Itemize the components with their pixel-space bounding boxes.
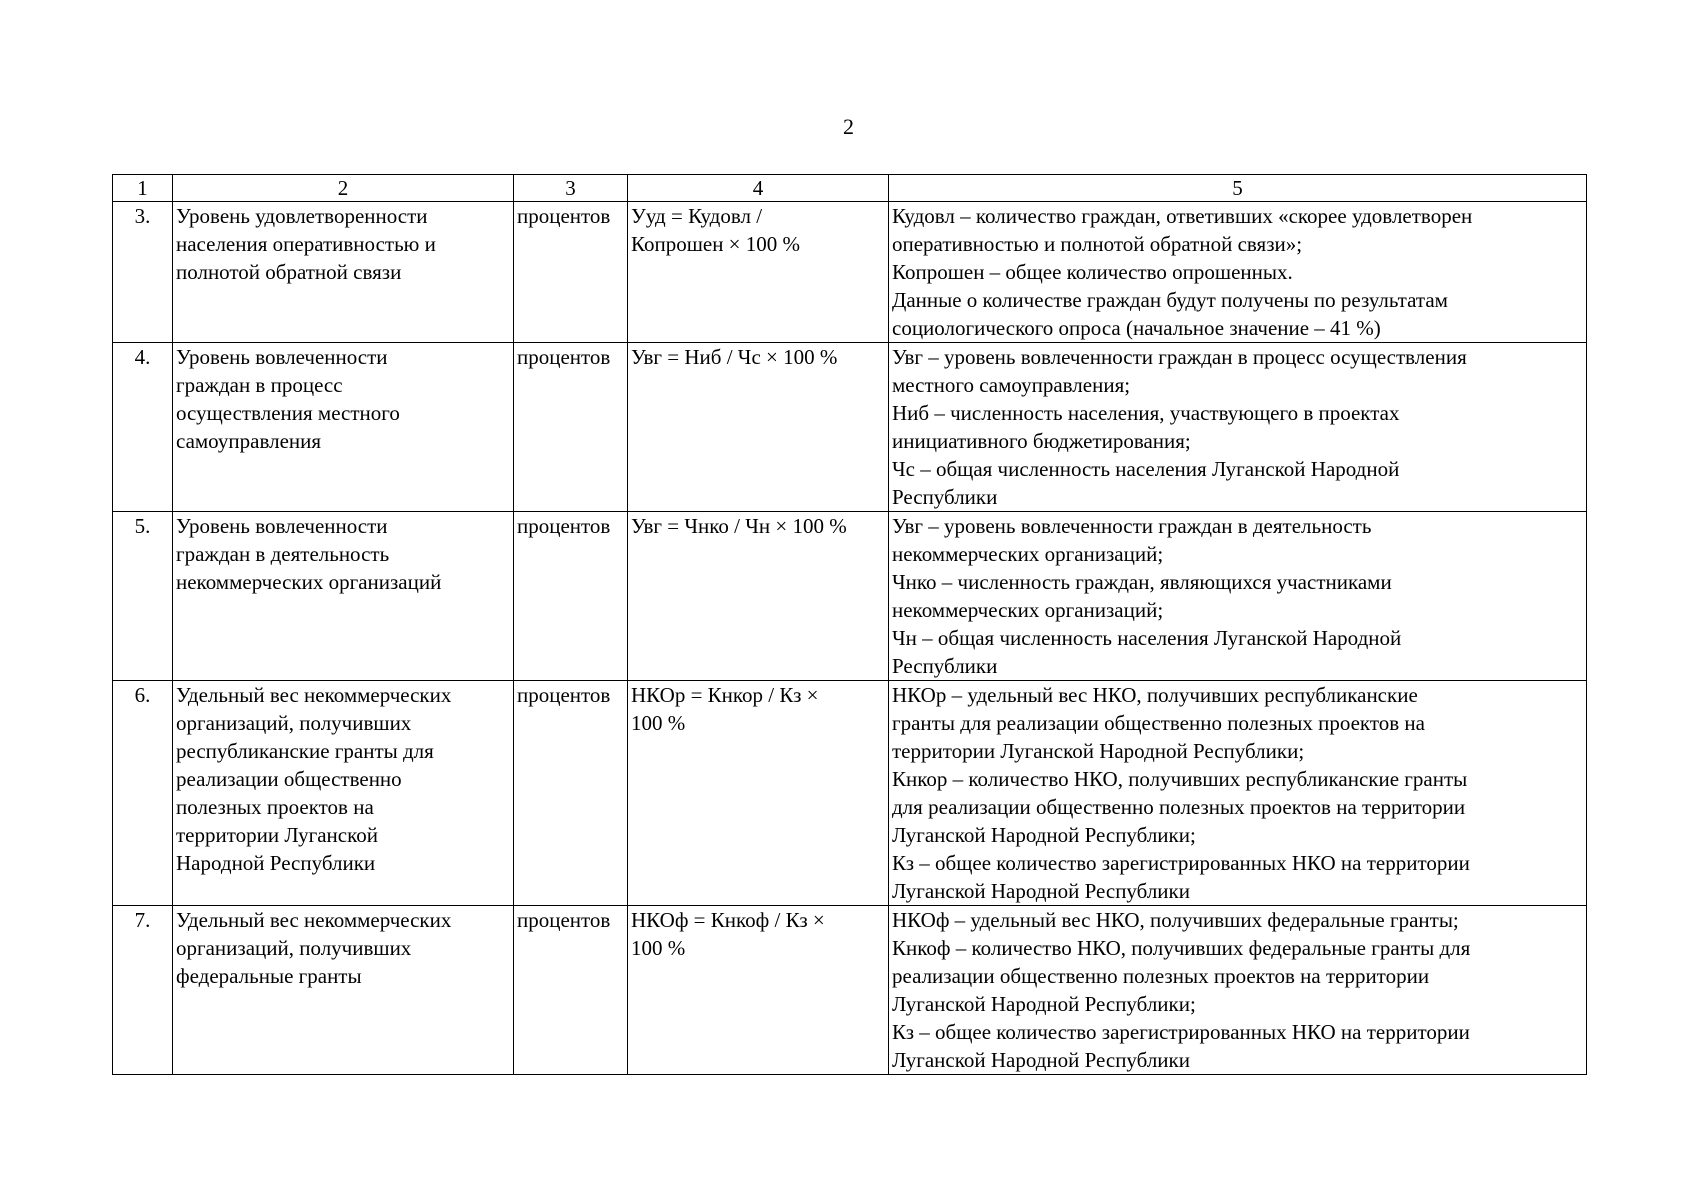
indicator-name (173, 906, 514, 1075)
formula-cell-line: НКОр = Кнкор / Кз × (631, 683, 819, 707)
description-cell (889, 906, 1587, 1075)
indicator-name (173, 343, 514, 512)
description-cell-line: Республики (892, 485, 998, 509)
description-cell (889, 512, 1587, 681)
unit-cell: процентов (514, 512, 628, 681)
indicator-name-line: населения оперативностью и (176, 232, 436, 256)
formula-cell-line: Копрошен × 100 % (631, 232, 801, 256)
indicator-name-line: Уровень вовлеченности (176, 345, 388, 369)
table-row (113, 906, 1587, 1075)
description-cell (889, 202, 1587, 343)
row-number: 7. (113, 906, 173, 1075)
formula-cell (628, 906, 889, 1075)
indicator-name (173, 202, 514, 343)
description-cell-line: Республики (892, 654, 998, 678)
unit-cell: процентов (514, 681, 628, 906)
description-cell (889, 343, 1587, 512)
unit-cell: процентов (514, 906, 628, 1075)
description-cell-line: Кнкор – количество НКО, получивших республиканские гранты (892, 767, 1468, 791)
formula-cell (628, 512, 889, 681)
indicator-name-line: некоммерческих организаций (176, 570, 442, 594)
formula-cell (628, 202, 889, 343)
table-body (113, 202, 1587, 1075)
indicator-name-line: осуществления местного (176, 401, 400, 425)
indicator-name-line: организаций, получивших (176, 936, 412, 960)
row-number: 6. (113, 681, 173, 906)
description-cell-line: Луганской Народной Республики (892, 879, 1190, 903)
formula-cell-line: 100 % (631, 936, 686, 960)
formula-cell-line: 100 % (631, 711, 686, 735)
indicator-name-line: Народной Республики (176, 851, 376, 875)
indicator-name-line: Уровень удовлетворенности (176, 204, 428, 228)
description-cell-line: Кз – общее количество зарегистрированных НКО на территории (892, 851, 1470, 875)
indicator-name (173, 512, 514, 681)
indicator-name-line: полнотой обратной связи (176, 260, 402, 284)
description-cell-line: Чс – общая численность населения Луганской Народной (892, 457, 1400, 481)
unit-cell: процентов (514, 343, 628, 512)
description-cell-line: НКОф – удельный вес НКО, получивших федеральные гранты; (892, 908, 1459, 932)
description-cell (889, 681, 1587, 906)
description-cell-line: Чнко – численность граждан, являющихся участниками (892, 570, 1392, 594)
page-number: 2 (843, 114, 854, 139)
description-cell-line: социологического опроса (начальное значение – 41 %) (892, 316, 1381, 340)
unit-cell: процентов (514, 202, 628, 343)
description-cell-line: реализации общественно полезных проектов на территории (892, 964, 1430, 988)
description-cell-line: Данные о количестве граждан будут получены по результатам (892, 288, 1448, 312)
description-cell-line: Кнкоф – количество НКО, получивших федеральные гранты для (892, 936, 1471, 960)
indicator-name-line: федеральные гранты (176, 964, 362, 988)
formula-cell-line: Увг = Ниб / Чс × 100 % (631, 345, 838, 369)
table-row (113, 512, 1587, 681)
description-cell-line: некоммерческих организаций; (892, 542, 1164, 566)
formula-cell-line: НКОф = Кнкоф / Кз × (631, 908, 825, 932)
column-header-3: 3 (514, 175, 628, 202)
indicator-name-line: самоуправления (176, 429, 322, 453)
description-cell-line: Чн – общая численность населения Луганской Народной (892, 626, 1402, 650)
description-cell-line: Увг – уровень вовлеченности граждан в процесс осуществления (892, 345, 1467, 369)
description-cell-line: Луганской Народной Республики; (892, 992, 1196, 1016)
indicator-name-line: реализации общественно (176, 767, 402, 791)
table-row (113, 681, 1587, 906)
indicator-name-line: граждан в деятельность (176, 542, 390, 566)
formula-cell-line: Увг = Чнко / Чн × 100 % (631, 514, 847, 538)
description-cell-line: Ниб – численность населения, участвующего в проектах (892, 401, 1400, 425)
description-cell-line: для реализации общественно полезных проектов на территории (892, 795, 1466, 819)
table-header-row (113, 175, 1587, 202)
description-cell-line: Луганской Народной Республики (892, 1048, 1190, 1072)
description-cell-line: территории Луганской Народной Республики; (892, 739, 1305, 763)
formula-cell (628, 343, 889, 512)
indicator-name-line: Уровень вовлеченности (176, 514, 388, 538)
description-cell-line: оперативностью и полнотой обратной связи»; (892, 232, 1303, 256)
row-number: 5. (113, 512, 173, 681)
table-row (113, 343, 1587, 512)
description-cell-line: Кз – общее количество зарегистрированных НКО на территории (892, 1020, 1470, 1044)
indicator-name (173, 681, 514, 906)
description-cell-line: Увг – уровень вовлеченности граждан в деятельность (892, 514, 1372, 538)
indicator-name-line: Удельный вес некоммерческих (176, 908, 452, 932)
description-cell-line: инициативного бюджетирования; (892, 429, 1191, 453)
column-header-1: 1 (113, 175, 173, 202)
indicator-name-line: граждан в процесс (176, 373, 343, 397)
description-cell-line: гранты для реализации общественно полезных проектов на (892, 711, 1425, 735)
formula-cell-line: Ууд = Кудовл / (631, 204, 763, 228)
indicator-name-line: организаций, получивших (176, 711, 412, 735)
column-header-2: 2 (173, 175, 514, 202)
formula-cell (628, 681, 889, 906)
indicator-name-line: республиканские гранты для (176, 739, 434, 763)
indicator-name-line: полезных проектов на (176, 795, 374, 819)
column-header-4: 4 (628, 175, 889, 202)
description-cell-line: Луганской Народной Республики; (892, 823, 1196, 847)
row-number: 3. (113, 202, 173, 343)
description-cell-line: некоммерческих организаций; (892, 598, 1164, 622)
indicator-name-line: Удельный вес некоммерческих (176, 683, 452, 707)
description-cell-line: местного самоуправления; (892, 373, 1131, 397)
column-header-5: 5 (889, 175, 1587, 202)
description-cell-line: Кудовл – количество граждан, ответивших «скорее удовлетворен (892, 204, 1473, 228)
table-row (113, 202, 1587, 343)
indicators-table (112, 174, 1587, 1075)
description-cell-line: НКОр – удельный вес НКО, получивших республиканские (892, 683, 1418, 707)
row-number: 4. (113, 343, 173, 512)
description-cell-line: Копрошен – общее количество опрошенных. (892, 260, 1293, 284)
indicator-name-line: территории Луганской (176, 823, 378, 847)
